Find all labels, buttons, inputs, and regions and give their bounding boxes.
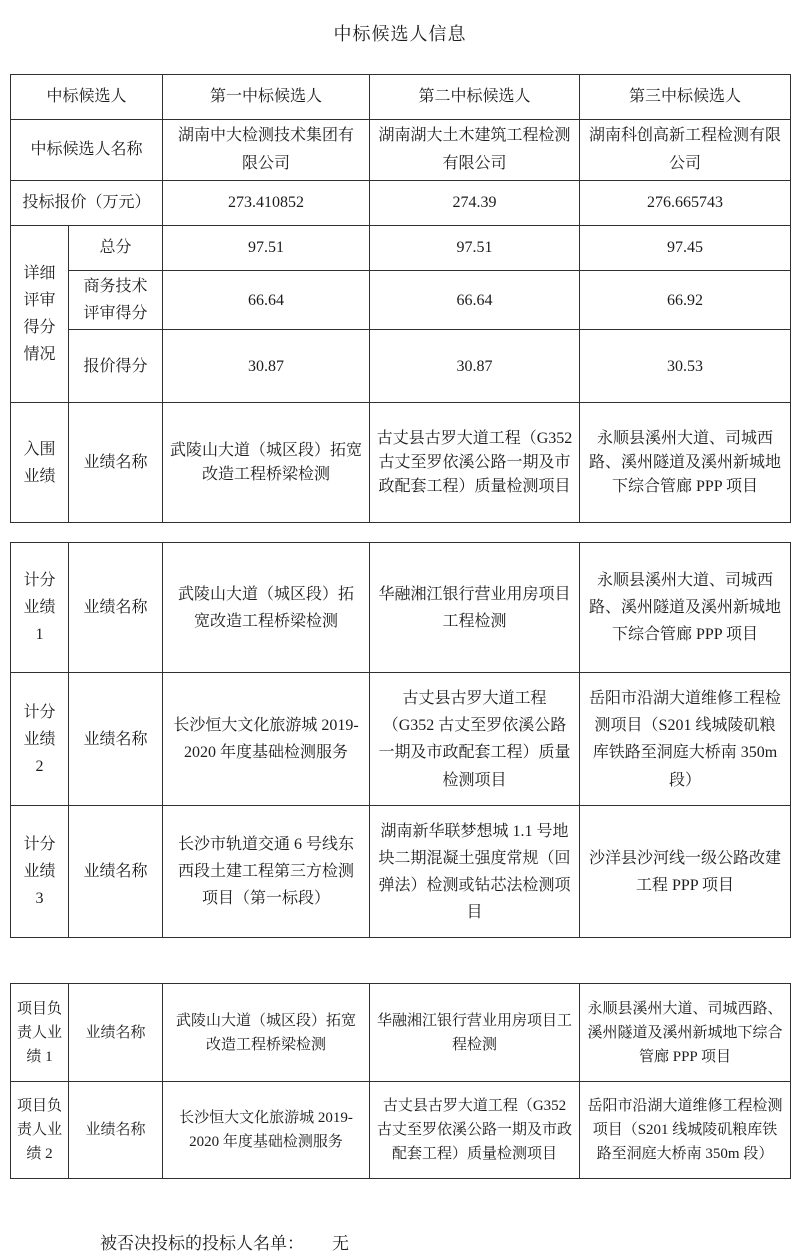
row-label-cell: 业绩名称 bbox=[69, 673, 163, 806]
column-header-cell: 第三中标候选人 bbox=[580, 75, 791, 120]
table-row bbox=[11, 806, 791, 938]
page-title: 中标候选人信息 bbox=[333, 24, 467, 44]
achievement-cell: 古丈县古罗大道工程（G352 古丈至罗依溪公路一期及市政配套工程）质量检测项目 bbox=[370, 1082, 580, 1179]
table-row bbox=[11, 226, 791, 271]
table-row bbox=[11, 543, 791, 673]
score-cell: 66.64 bbox=[163, 271, 370, 330]
achievement-cell: 古丈县古罗大道工程（G352 古丈至罗依溪公路一期及市政配套工程）质量检测项目 bbox=[370, 403, 580, 523]
achievement-cell: 岳阳市沿湖大道维修工程检测项目（S201 线城陵矶粮库铁路至洞庭大桥南 350m 段） bbox=[580, 1082, 791, 1179]
table-row bbox=[11, 984, 791, 1082]
table-row bbox=[11, 75, 791, 120]
group-label-cell: 计分业绩 2 bbox=[11, 673, 69, 806]
score-cell: 97.45 bbox=[580, 226, 791, 271]
table-row bbox=[11, 120, 791, 181]
achievement-cell: 长沙市轨道交通 6 号线东西段土建工程第三方检测项目（第一标段） bbox=[163, 806, 370, 938]
group-label-cell: 计分业绩 3 bbox=[11, 806, 69, 938]
table-row bbox=[11, 1082, 791, 1179]
candidate-name-cell: 湖南中大检测技术集团有限公司 bbox=[163, 120, 370, 181]
achievement-cell: 永顺县溪州大道、司城西路、溪州隧道及溪州新城地下综合管廊 PPP 项目 bbox=[580, 543, 791, 673]
candidate-name-cell: 湖南湖大土木建筑工程检测有限公司 bbox=[370, 120, 580, 181]
achievement-cell: 古丈县古罗大道工程（G352 古丈至罗依溪公路一期及市政配套工程）质量检测项目 bbox=[370, 673, 580, 806]
bid-price-cell: 276.665743 bbox=[580, 181, 791, 226]
project-leader-achievements-table bbox=[10, 983, 791, 1179]
row-label-cell: 业绩名称 bbox=[69, 984, 163, 1082]
achievement-cell: 湖南新华联梦想城 1.1 号地块二期混凝土强度常规（回弹法）检测或钻芯法检测项目 bbox=[370, 806, 580, 938]
table-row bbox=[11, 330, 791, 403]
achievement-cell: 沙洋县沙河线一级公路改建工程 PPP 项目 bbox=[580, 806, 791, 938]
shortlist-group-label-cell: 入围业绩 bbox=[11, 403, 69, 523]
achievement-cell: 华融湘江银行营业用房项目工程检测 bbox=[370, 984, 580, 1082]
group-label-cell: 项目负责人业绩 2 bbox=[11, 1082, 69, 1179]
score-row-label-cell: 商务技术评审得分 bbox=[69, 271, 163, 330]
achievement-cell: 长沙恒大文化旅游城 2019-2020 年度基础检测服务 bbox=[163, 1082, 370, 1179]
rejected-bidders-value: 无 bbox=[332, 1234, 349, 1254]
row-label-cell: 业绩名称 bbox=[69, 543, 163, 673]
bid-price-cell: 274.39 bbox=[370, 181, 580, 226]
rejected-bidders-label: 被否决投标的投标人名单： bbox=[100, 1234, 304, 1254]
score-cell: 66.64 bbox=[370, 271, 580, 330]
score-cell: 97.51 bbox=[163, 226, 370, 271]
scored-achievements-table bbox=[10, 542, 791, 938]
rejected-bidders-line bbox=[0, 1229, 800, 1254]
row-label-cell: 投标报价（万元） bbox=[11, 181, 163, 226]
candidate-name-cell: 湖南科创高新工程检测有限公司 bbox=[580, 120, 791, 181]
row-label-cell: 业绩名称 bbox=[69, 1082, 163, 1179]
column-header-cell: 第一中标候选人 bbox=[163, 75, 370, 120]
score-cell: 97.51 bbox=[370, 226, 580, 271]
achievement-cell: 长沙恒大文化旅游城 2019-2020 年度基础检测服务 bbox=[163, 673, 370, 806]
score-group-label-cell: 详细评审得分情况 bbox=[11, 226, 69, 403]
score-cell: 30.87 bbox=[370, 330, 580, 403]
row-label-cell: 中标候选人名称 bbox=[11, 120, 163, 181]
score-row-label-cell: 报价得分 bbox=[69, 330, 163, 403]
column-header-cell: 第二中标候选人 bbox=[370, 75, 580, 120]
score-row-label-cell: 总分 bbox=[69, 226, 163, 271]
achievement-cell: 武陵山大道（城区段）拓宽改造工程桥梁检测 bbox=[163, 543, 370, 673]
row-label-cell: 业绩名称 bbox=[69, 806, 163, 938]
achievement-cell: 永顺县溪州大道、司城西路、溪州隧道及溪州新城地下综合管廊 PPP 项目 bbox=[580, 403, 791, 523]
row-label-cell: 业绩名称 bbox=[69, 403, 163, 523]
table-row bbox=[11, 181, 791, 226]
score-cell: 30.53 bbox=[580, 330, 791, 403]
table-row bbox=[11, 271, 791, 330]
score-cell: 30.87 bbox=[163, 330, 370, 403]
corner-header-cell: 中标候选人 bbox=[11, 75, 163, 120]
achievement-cell: 岳阳市沿湖大道维修工程检测项目（S201 线城陵矶粮库铁路至洞庭大桥南 350m 段） bbox=[580, 673, 791, 806]
score-cell: 66.92 bbox=[580, 271, 791, 330]
achievement-cell: 永顺县溪州大道、司城西路、溪州隧道及溪州新城地下综合管廊 PPP 项目 bbox=[580, 984, 791, 1082]
achievement-cell: 武陵山大道（城区段）拓宽改造工程桥梁检测 bbox=[163, 984, 370, 1082]
table-row bbox=[11, 673, 791, 806]
group-label-cell: 计分业绩 1 bbox=[11, 543, 69, 673]
achievement-cell: 武陵山大道（城区段）拓宽改造工程桥梁检测 bbox=[163, 403, 370, 523]
achievement-cell: 华融湘江银行营业用房项目工程检测 bbox=[370, 543, 580, 673]
group-label-cell: 项目负责人业绩 1 bbox=[11, 984, 69, 1082]
bid-price-cell: 273.410852 bbox=[163, 181, 370, 226]
table-row bbox=[11, 403, 791, 523]
winning-candidates-table bbox=[10, 74, 791, 523]
